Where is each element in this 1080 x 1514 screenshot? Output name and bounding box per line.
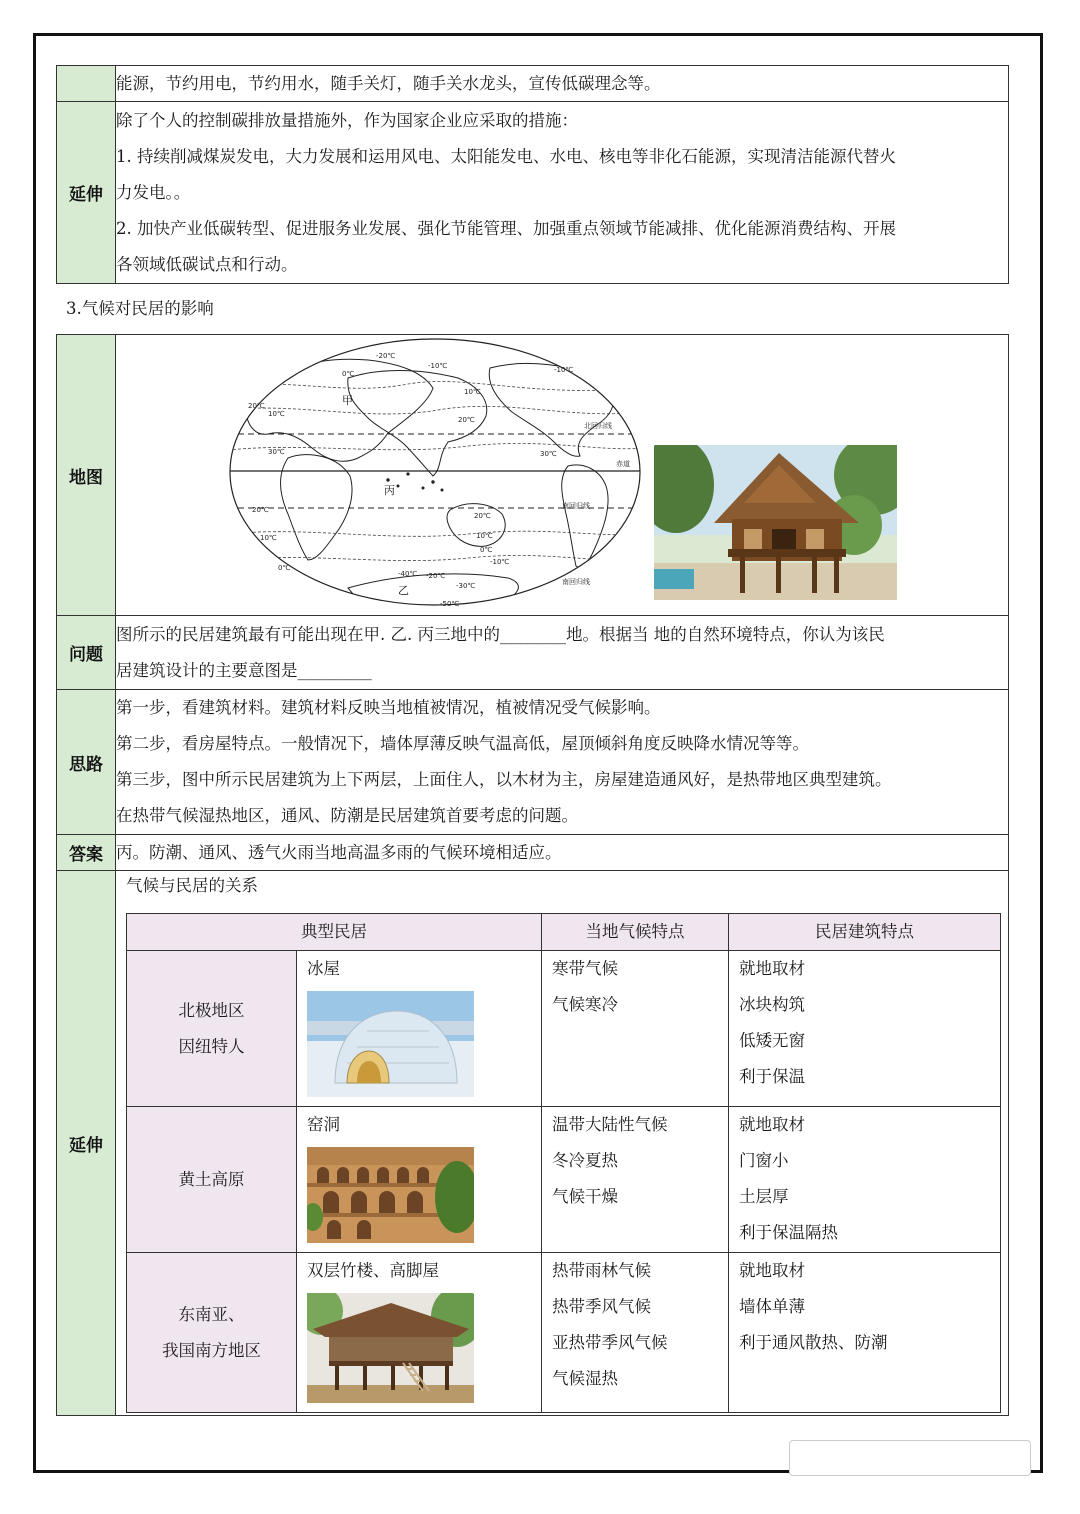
isotherm-label: 20℃ xyxy=(458,416,475,424)
feature-line: 土层厚 xyxy=(739,1187,789,1206)
extension-line: 除了个人的控制碳排放量措施外，作为国家企业应采取的措施： xyxy=(116,110,578,130)
isotherm-label: 0℃ xyxy=(480,546,493,554)
region-cell-southeast xyxy=(127,1253,297,1413)
isotherm-label: -50℃ xyxy=(440,600,460,608)
climate-housing-table xyxy=(126,913,1001,1413)
region-line: 我国南方地区 xyxy=(162,1340,261,1360)
thinking-line: 第三步，图中所示民居建筑为上下两层，上面住人，以木材为主，房屋建造通风好，是热带地区典型建筑。 xyxy=(116,770,892,789)
answer-text: 丙。防潮、通风、透气火雨当地高温多雨的气候环境相适应。 xyxy=(116,835,1009,871)
bamboo-stilt-house-photo xyxy=(307,1293,474,1403)
question-label: 问题 xyxy=(57,616,116,690)
climate-line: 气候干燥 xyxy=(552,1187,618,1206)
feature-line: 门窗小 xyxy=(739,1151,789,1170)
extension-line: 1. 持续削减煤炭发电，大力发展和运用风电、太阳能发电、水电、核电等非化石能源，实现清洁能源代替火 xyxy=(116,146,896,166)
header-climate: 当地气候特点 xyxy=(542,914,729,951)
header-features: 民居建筑特点 xyxy=(729,914,1001,951)
place-label-bing: 丙 xyxy=(384,484,395,497)
thinking-line: 第二步，看房屋特点。一般情况下，墙体厚薄反映气温高低，屋顶倾斜角度反映降水情况等等。 xyxy=(116,734,809,753)
isotherm-label: -20℃ xyxy=(376,352,396,360)
isotherm-label: 10℃ xyxy=(268,410,285,418)
extension-body-top xyxy=(116,102,1009,284)
feature-line: 冰块构筑 xyxy=(739,995,805,1014)
region-line: 因纽特人 xyxy=(178,1036,245,1056)
feature-line: 墙体单薄 xyxy=(739,1297,805,1316)
extension-line: 各领域低碳试点和行动。 xyxy=(116,254,298,274)
isotherm-label: 10℃ xyxy=(476,532,493,540)
thinking-label: 思路 xyxy=(57,690,116,835)
extension-title: 气候与民居的关系 xyxy=(126,876,258,895)
isotherm-label: 10℃ xyxy=(464,388,481,396)
feature-line: 利于保温隔热 xyxy=(739,1223,838,1242)
region-cell-loess xyxy=(127,1107,297,1253)
isotherm-label: 30℃ xyxy=(540,450,557,458)
isotherm-label: 20℃ xyxy=(474,512,491,520)
isotherm-label: 20℃ xyxy=(248,402,265,410)
extension-label-main: 延伸 xyxy=(57,871,116,1416)
section-title: 3.气候对民居的影响 xyxy=(66,299,214,318)
stilt-house-photo xyxy=(654,445,897,600)
house-cell-stilt xyxy=(297,1253,542,1413)
map-cell xyxy=(116,335,1009,616)
feature-line: 利于通风散热、防潮 xyxy=(739,1333,888,1352)
climate-line: 寒带气候 xyxy=(552,959,618,978)
climate-line: 温带大陆性气候 xyxy=(552,1115,668,1134)
answer-label: 答案 xyxy=(57,835,116,871)
isotherm-label: -20℃ xyxy=(426,572,446,580)
climate-line: 气候寒冷 xyxy=(552,995,618,1014)
isotherm-label: 30℃ xyxy=(268,448,285,456)
climate-cell-arctic xyxy=(542,951,729,1107)
isotherm-label: -40℃ xyxy=(398,570,418,578)
isotherm-label: -10℃ xyxy=(428,362,448,370)
isotherm-label: -10℃ xyxy=(490,558,510,566)
map-label: 地图 xyxy=(57,335,116,616)
tropic-of-capricorn-label: 南回归线 xyxy=(562,502,590,510)
isotherm-label: 0℃ xyxy=(278,564,291,572)
feature-line: 就地取材 xyxy=(739,959,805,978)
region-line: 黄土高原 xyxy=(178,1169,245,1189)
features-cell-arctic xyxy=(729,951,1001,1107)
region-line: 东南亚、 xyxy=(178,1304,245,1324)
isotherm-label: -30℃ xyxy=(456,582,476,590)
continuation-text: 能源，节约用电，节约用水，随手关灯，随手关水龙头，宣传低碳理念等。 xyxy=(116,66,1009,102)
feature-line: 就地取材 xyxy=(739,1261,805,1280)
extension-body-main xyxy=(116,871,1009,1416)
thinking-body xyxy=(116,690,1009,835)
house-cell-cave xyxy=(297,1107,542,1253)
house-name: 冰屋 xyxy=(307,959,340,978)
main-lesson-table xyxy=(56,334,1009,1416)
climate-cell-southeast xyxy=(542,1253,729,1413)
isotherm-label: 0℃ xyxy=(342,370,355,378)
climate-line: 气候湿热 xyxy=(552,1369,618,1388)
house-name: 窑洞 xyxy=(307,1115,340,1134)
climate-line: 热带季风气候 xyxy=(552,1297,651,1316)
feature-line: 利于保温 xyxy=(739,1067,805,1086)
isotherm-label: 10℃ xyxy=(260,534,277,542)
climate-line: 亚热带季风气候 xyxy=(552,1333,668,1352)
features-cell-southeast xyxy=(729,1253,1001,1413)
region-cell-arctic xyxy=(127,951,297,1107)
house-name: 双层竹楼、高脚屋 xyxy=(307,1261,439,1280)
extension-label-top: 延伸 xyxy=(57,102,116,284)
question-line: 居建筑设计的主要意图是_________ xyxy=(116,660,372,680)
region-line: 北极地区 xyxy=(178,1000,245,1020)
tropic-of-cancer-label: 北回归线 xyxy=(584,422,612,430)
climate-cell-loess xyxy=(542,1107,729,1253)
header-typical-housing: 典型民居 xyxy=(127,914,542,951)
world-isotherm-map xyxy=(228,338,643,610)
house-cell-igloo xyxy=(297,951,542,1107)
thinking-line: 第一步，看建筑材料。建筑材料反映当地植被情况，植被情况受气候影响。 xyxy=(116,698,661,717)
place-label-yi: 乙 xyxy=(398,584,409,597)
isotherm-label: 20℃ xyxy=(252,506,269,514)
equator-label: 赤道 xyxy=(616,460,630,468)
extension-line: 2. 加快产业低碳转型、促进服务业发展、强化节能管理、加强重点领域节能减排、优化能源消费结构、开展 xyxy=(116,218,896,238)
climate-line: 热带雨林气候 xyxy=(552,1261,651,1280)
footer-blank-box xyxy=(789,1440,1031,1476)
top-lesson-table xyxy=(56,65,1009,284)
climate-line: 冬冷夏热 xyxy=(552,1151,618,1170)
extension-line: 力发电。。 xyxy=(116,182,191,202)
cave-dwelling-photo xyxy=(307,1147,474,1243)
isotherm-label: -10℃ xyxy=(554,366,574,374)
question-line: 图所示的民居建筑最有可能出现在甲. 乙. 丙三地中的________地。根据当 地的自然环境特点，你认为该民 xyxy=(116,624,885,644)
thinking-line: 在热带气候湿热地区，通风、防潮是民居建筑首要考虑的问题。 xyxy=(116,806,578,825)
feature-line: 低矮无窗 xyxy=(739,1031,805,1050)
feature-line: 就地取材 xyxy=(739,1115,805,1134)
igloo-photo xyxy=(307,991,474,1097)
question-body xyxy=(116,616,1009,690)
place-label-jia: 甲 xyxy=(342,394,353,407)
features-cell-loess xyxy=(729,1107,1001,1253)
continuation-label-cell xyxy=(57,66,116,102)
tropic-of-capricorn-label: 南回归线 xyxy=(562,578,590,586)
